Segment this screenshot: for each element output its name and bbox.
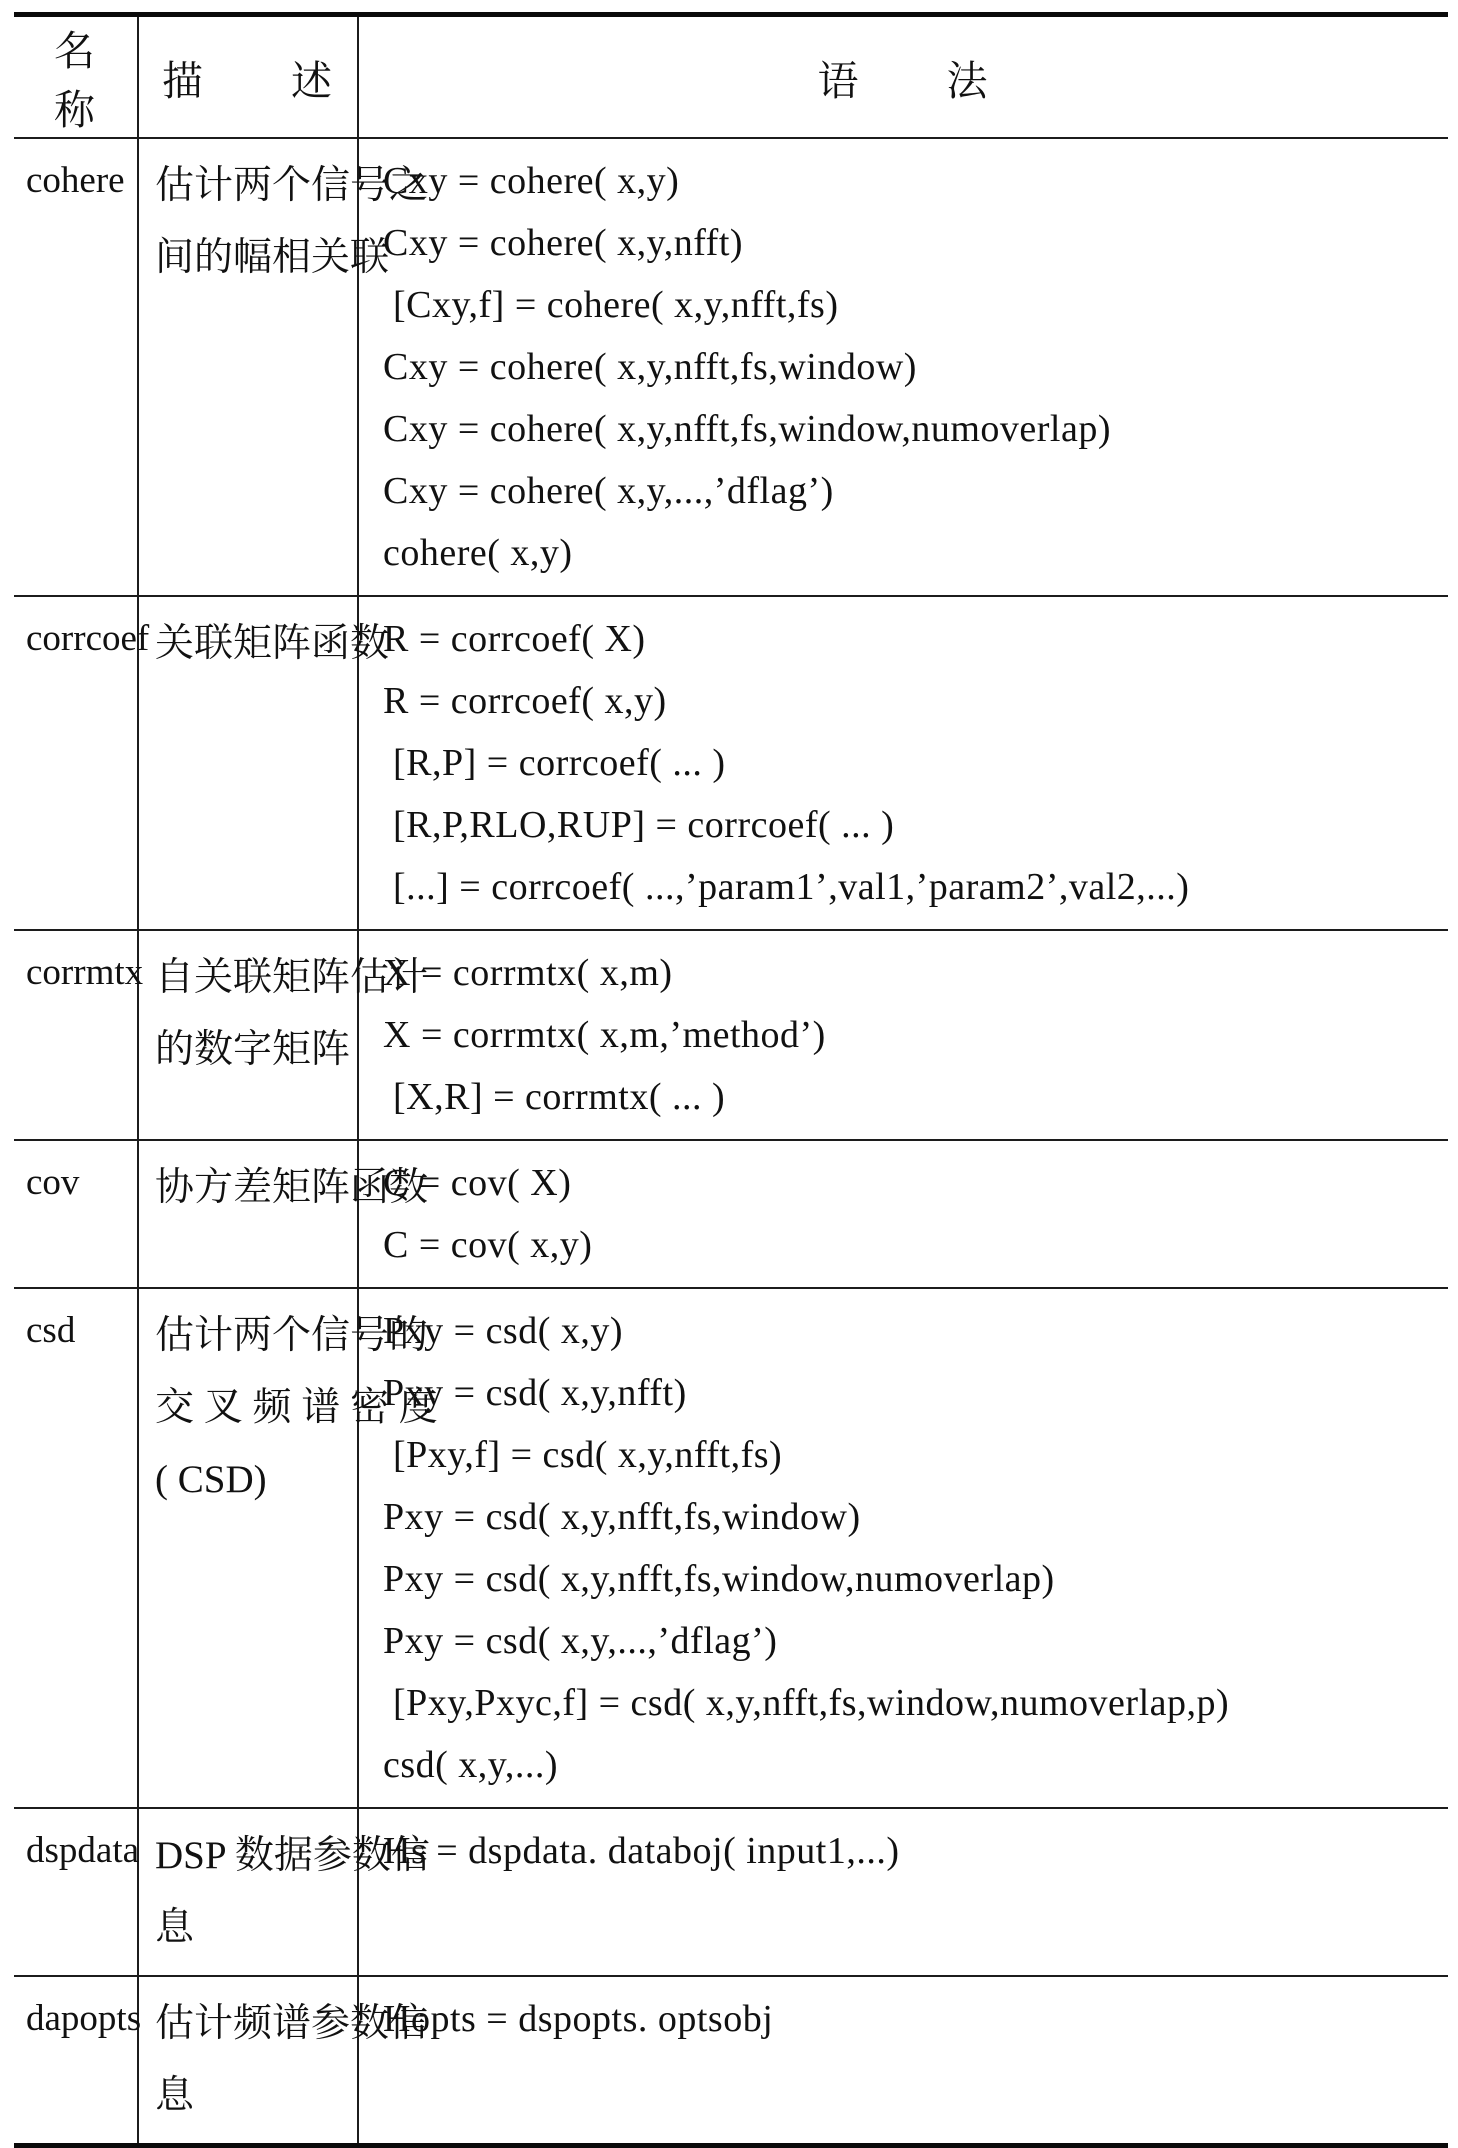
syntax-cell bbox=[358, 930, 1448, 1140]
description-cell bbox=[138, 138, 429, 596]
description-line: 协方差矩阵函数 bbox=[155, 1166, 429, 1209]
syntax-cell bbox=[358, 1808, 1448, 1976]
function-reference-table bbox=[14, 12, 1448, 2148]
description-cell bbox=[138, 1808, 430, 1976]
description-cell bbox=[138, 1976, 429, 2146]
header-name: 名 称 bbox=[14, 15, 138, 139]
syntax-line: R = corrcoef( x,y) bbox=[383, 680, 667, 722]
table-row bbox=[14, 930, 1448, 1140]
header-syntax: 语 法 bbox=[358, 15, 1448, 139]
description-cell bbox=[138, 930, 429, 1140]
syntax-line: Cxy = cohere( x,y) bbox=[383, 160, 680, 202]
description-cell bbox=[138, 596, 390, 930]
syntax-line: [Pxy,f] = csd( x,y,nfft,fs) bbox=[393, 1434, 783, 1476]
syntax-line: cohere( x,y) bbox=[383, 532, 573, 574]
syntax-line: Hopts = dspopts. optsobj bbox=[383, 1998, 774, 2040]
syntax-cell bbox=[358, 596, 1448, 930]
syntax-line: C = cov( x,y) bbox=[383, 1224, 593, 1266]
syntax-line: [R,P] = corrcoef( ... ) bbox=[393, 742, 726, 784]
description-line: 交 叉 频 谱 密 度 bbox=[155, 1386, 438, 1429]
description-line: ( CSD) bbox=[155, 1458, 267, 1501]
syntax-line: csd( x,y,...) bbox=[383, 1744, 558, 1786]
syntax-line: [...] = corrcoef( ...,’param1’,val1,’param2’,val2,...) bbox=[393, 866, 1190, 908]
table-row bbox=[14, 1140, 1448, 1288]
table-row bbox=[14, 1288, 1448, 1808]
syntax-line: C = cov( X) bbox=[383, 1162, 572, 1204]
syntax-line: X = corrmtx( x,m) bbox=[383, 952, 673, 994]
syntax-line: R = corrcoef( X) bbox=[383, 618, 646, 660]
description-line: DSP 数据参数信 bbox=[155, 1834, 430, 1877]
description-line: 间的幅相关联 bbox=[155, 236, 390, 279]
table-row bbox=[14, 1976, 1448, 2146]
syntax-line: [R,P,RLO,RUP] = corrcoef( ... ) bbox=[393, 804, 895, 846]
description-line: 估计频谱参数信 bbox=[155, 2002, 429, 2045]
function-name-cell: corrmtx bbox=[14, 930, 138, 1140]
header-description: 描 述 bbox=[138, 15, 358, 139]
description-line: 估计两个信号之 bbox=[155, 164, 429, 207]
table-header-row bbox=[14, 15, 1448, 139]
syntax-line: Cxy = cohere( x,y,nfft) bbox=[383, 222, 744, 264]
syntax-line: Pxy = csd( x,y,nfft,fs,window,numoverlap) bbox=[383, 1558, 1055, 1600]
syntax-line: Hs = dspdata. databoj( input1,...) bbox=[383, 1830, 900, 1872]
syntax-line: Cxy = cohere( x,y,nfft,fs,window,numoverlap) bbox=[383, 408, 1111, 450]
syntax-line: Pxy = csd( x,y,nfft) bbox=[383, 1372, 687, 1414]
description-line: 关联矩阵函数 bbox=[155, 622, 390, 665]
description-line: 估计两个信号的 bbox=[155, 1314, 429, 1357]
description-line: 自关联矩阵估计 bbox=[155, 956, 429, 999]
function-name-cell: dspdata bbox=[14, 1808, 138, 1976]
table-row bbox=[14, 138, 1448, 596]
syntax-cell bbox=[358, 138, 1448, 596]
function-name-cell: dapopts bbox=[26, 1998, 142, 2039]
description-line: 息 bbox=[155, 2074, 195, 2117]
syntax-line: X = corrmtx( x,m,’method’) bbox=[383, 1014, 826, 1056]
table-body bbox=[14, 138, 1448, 2146]
description-line: 的数字矩阵 bbox=[155, 1028, 351, 1071]
syntax-cell bbox=[358, 1976, 1448, 2146]
function-name-cell: cohere bbox=[14, 138, 138, 596]
description-line: 息 bbox=[155, 1906, 195, 1949]
function-name-cell: corrcoef bbox=[14, 596, 138, 930]
syntax-line: [Pxy,Pxyc,f] = csd( x,y,nfft,fs,window,numoverlap,p) bbox=[393, 1682, 1230, 1724]
syntax-line: [Cxy,f] = cohere( x,y,nfft,fs) bbox=[393, 284, 839, 326]
syntax-line: Cxy = cohere( x,y,nfft,fs,window) bbox=[383, 346, 917, 388]
function-name-cell: csd bbox=[14, 1288, 138, 1808]
syntax-line: [X,R] = corrmtx( ... ) bbox=[393, 1076, 726, 1118]
table-row bbox=[14, 1808, 1448, 1976]
description-cell bbox=[138, 1288, 438, 1808]
syntax-line: Pxy = csd( x,y,...,’dflag’) bbox=[383, 1620, 778, 1662]
syntax-line: Cxy = cohere( x,y,...,’dflag’) bbox=[383, 470, 834, 512]
function-name-cell: cov bbox=[14, 1140, 138, 1288]
syntax-cell bbox=[358, 1288, 1448, 1808]
syntax-line: Pxy = csd( x,y,nfft,fs,window) bbox=[383, 1496, 861, 1538]
description-cell bbox=[138, 1140, 429, 1288]
table-row bbox=[14, 596, 1448, 930]
syntax-cell bbox=[358, 1140, 1448, 1288]
syntax-line: Pxy = csd( x,y) bbox=[383, 1310, 624, 1352]
